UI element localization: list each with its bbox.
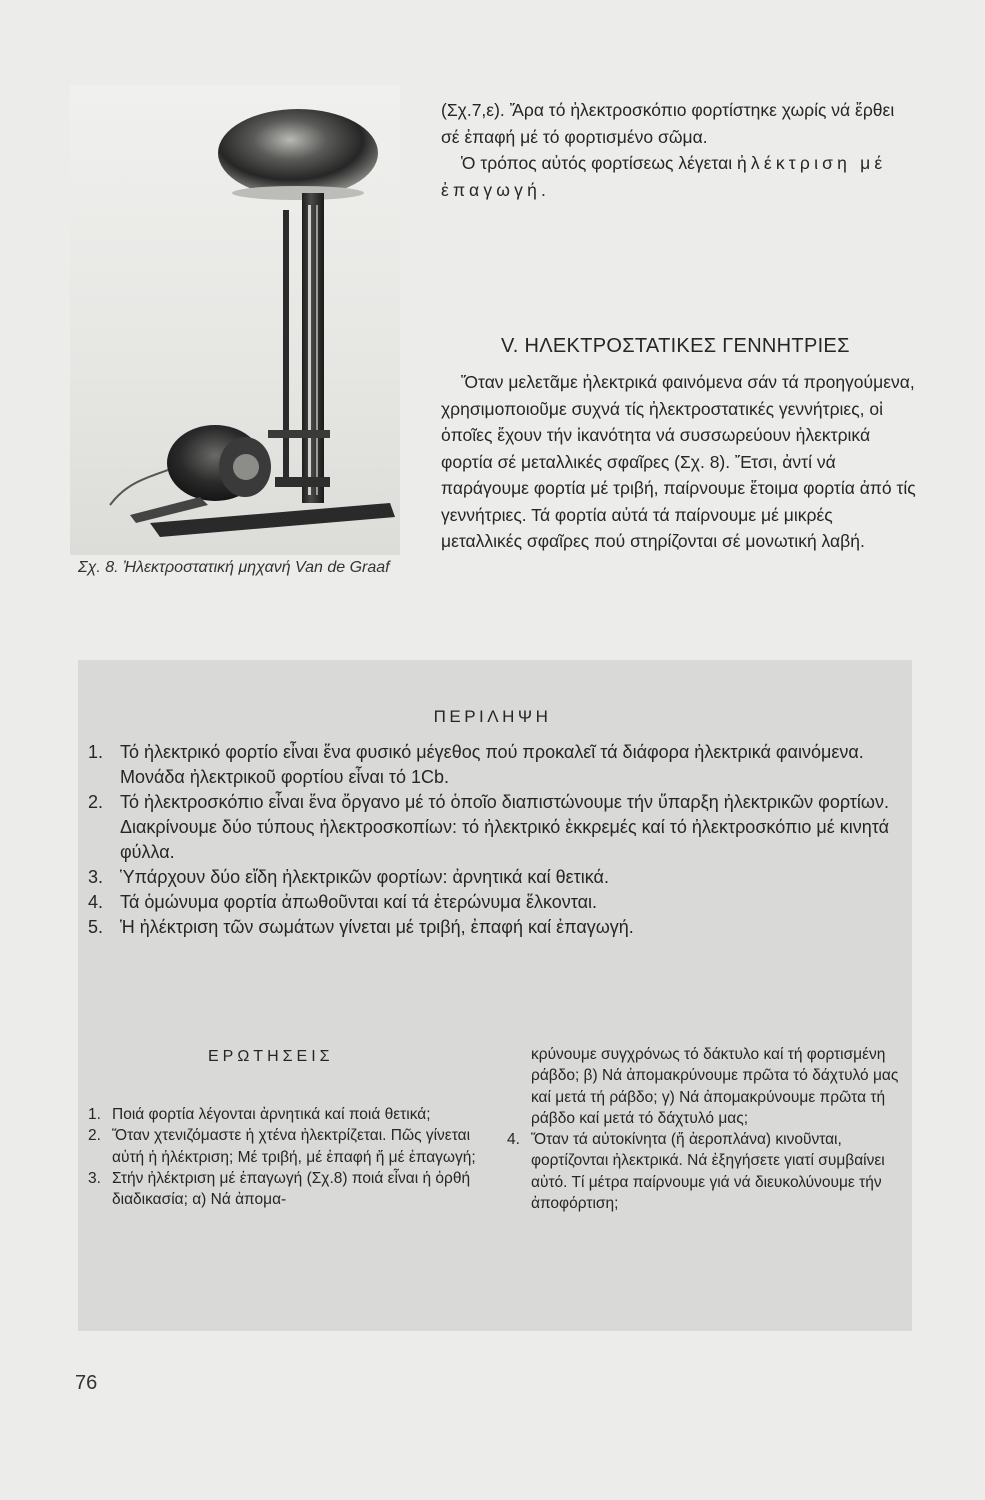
question-item	[88, 1104, 480, 1125]
figure-photo-van-de-graaf	[70, 85, 400, 555]
van-de-graaf-machine-illustration	[70, 85, 400, 555]
question-text: Ὅταν χτενιζόμαστε ἡ χτένα ἠλεκτρίζεται. Πῶς γίνεται αὐτή ἡ ἠλέκτριση; Μέ τριβή, μέ ἐπαφή ἤ μέ ἐπαγωγή;	[112, 1127, 476, 1166]
intro-line-2	[441, 150, 916, 203]
question-text: Στήν ἠλέκτριση μέ ἐπαγωγή (Σχ.8) ποιά εἶναι ἡ ὀρθή διαδικασία; α) Νά ἀπομα-	[112, 1169, 471, 1209]
summary-item-text: Ἡ ἠλέκτριση τῶν σωμάτων γίνεται μέ τριβή, ἐπαφή καί ἐπαγωγή.	[120, 917, 634, 937]
summary-item-number: 4.	[88, 892, 104, 912]
questions-right-column	[507, 1044, 907, 1214]
intro-line-1: (Σχ.7,ε). Ἄρα τό ἠλεκτροσκόπιο φορτίστηκε χωρίς νά ἔρθει σέ ἐπαφή μέ τό φορτισμένο σῶμα.	[441, 100, 895, 147]
summary-item-text: Τό ἠλεκτροσκόπιο εἶναι ἕνα ὄργανο μέ τό ὁποῖο διαπιστώνουμε τήν ὕπαρξη ἠλεκτρικῶν φορτίων. Διακρίνουμε δύο τύπους ἠλεκτροσκοπίων: τό ἠλεκτρικό ἐκκρεμές καί τό ἠλεκτροσκόπιο μέ κινητά φύλλα.	[120, 792, 890, 862]
question-item	[507, 1129, 907, 1214]
summary-item	[88, 915, 903, 940]
question-number: 3.	[88, 1169, 101, 1187]
summary-item-number: 3.	[88, 867, 104, 887]
summary-item-text: Ὑπάρχουν δύο εἴδη ἠλεκτρικῶν φορτίων: ἀρνητικά καί θετικά.	[120, 867, 609, 887]
summary-item-number: 1.	[88, 742, 104, 762]
questions-left-column	[88, 1104, 480, 1210]
summary-title: ΠΕΡΙΛΗΨΗ	[433, 707, 552, 726]
page-number: 76	[75, 1372, 98, 1394]
figure-caption: Σχ. 8. Ἠλεκτροστατική μηχανή Van de Graaf	[78, 559, 390, 576]
summary-item-number: 5.	[88, 917, 104, 937]
summary-item	[88, 865, 903, 890]
question-item	[88, 1168, 480, 1211]
question-number: 2.	[88, 1127, 101, 1145]
summary-item	[88, 740, 903, 790]
question-number: 1.	[88, 1106, 101, 1123]
summary-item	[88, 890, 903, 915]
summary-item-text: Τό ἠλεκτρικό φορτίο εἶναι ἕνα φυσικό μέγεθος πού προκαλεῖ τά διάφορα ἠλεκτρικά φαινόμενα. Μονάδα ἠλεκτρικοῦ φορτίου εἶναι τό 1Cb.	[120, 742, 864, 787]
question-text: Ὅταν τά αὐτοκίνητα (ἤ ἀεροπλάνα) κινοῦνται, φορτίζονται ἠλεκτρικά. Νά ἐξηγήσετε γιατί συμβαίνει αὐτό. Τί μέτρα παίρνουμε γιά νά διευκολύνουμε τήν ἀποφόρτιση;	[531, 1131, 885, 1213]
summary-list	[88, 740, 903, 940]
intro-spaced-term: ἠλέκτριση μέ ἐπαγωγή.	[441, 153, 887, 200]
summary-item-number: 2.	[88, 792, 104, 812]
question-item	[88, 1125, 480, 1168]
section-body: Ὅταν μελετᾶμε ἠλεκτρικά φαινόμενα σάν τά προηγούμενα, χρησιμοποιοῦμε συχνά τίς ἠλεκτροστατικές γεννήτριες, οἱ ὁποῖες ἔχουν τήν ἱκανότητα νά συσσωρεύουν ἠλεκτρικά φορτία σέ μεταλλικές σφαῖρες (Σχ. 8). Ἔτσι, ἀντί νά παράγουμε φορτία μέ τριβή, παίρνουμε ἕτοιμα φορτία ἀπό τίς γεννήτριες. Τά φορτία αὐτά τά παίρνουμε μέ μικρές μεταλλικές σφαῖρες πού στηρίζονται σέ μονωτική λαβή.	[441, 372, 916, 551]
intro-paragraph	[441, 97, 916, 203]
question-number: 4.	[507, 1131, 520, 1149]
intro-line-2-start: Ὁ τρόπος αὐτός φορτίσεως λέγεται	[461, 153, 733, 173]
question-continuation: κρύνουμε συγχρόνως τό δάκτυλο καί τή φορτισμένη ράβδο; β) Νά ἀπομακρύνουμε πρῶτα τό δάχτυλό μας καί μετά τή ράβδο; γ) Νά ἀπομακρύνουμε πρῶτα τή ράβδο καί μετά τό δάχτυλό μας;	[531, 1046, 899, 1127]
summary-item	[88, 790, 903, 865]
summary-item-text: Τά ὁμώνυμα φορτία ἀπωθοῦνται καί τά ἑτερώνυμα ἕλκονται.	[120, 892, 598, 912]
question-text: Ποιά φορτία λέγονται ἀρνητικά καί ποιά θετικά;	[112, 1106, 431, 1123]
questions-title: ΕΡΩΤΗΣΕΙΣ	[208, 1048, 334, 1065]
section-heading: V. ΗΛΕΚΤΡΟΣΤΑΤΙΚΕΣ ΓΕΝΝΗΤΡΙΕΣ	[501, 335, 850, 357]
